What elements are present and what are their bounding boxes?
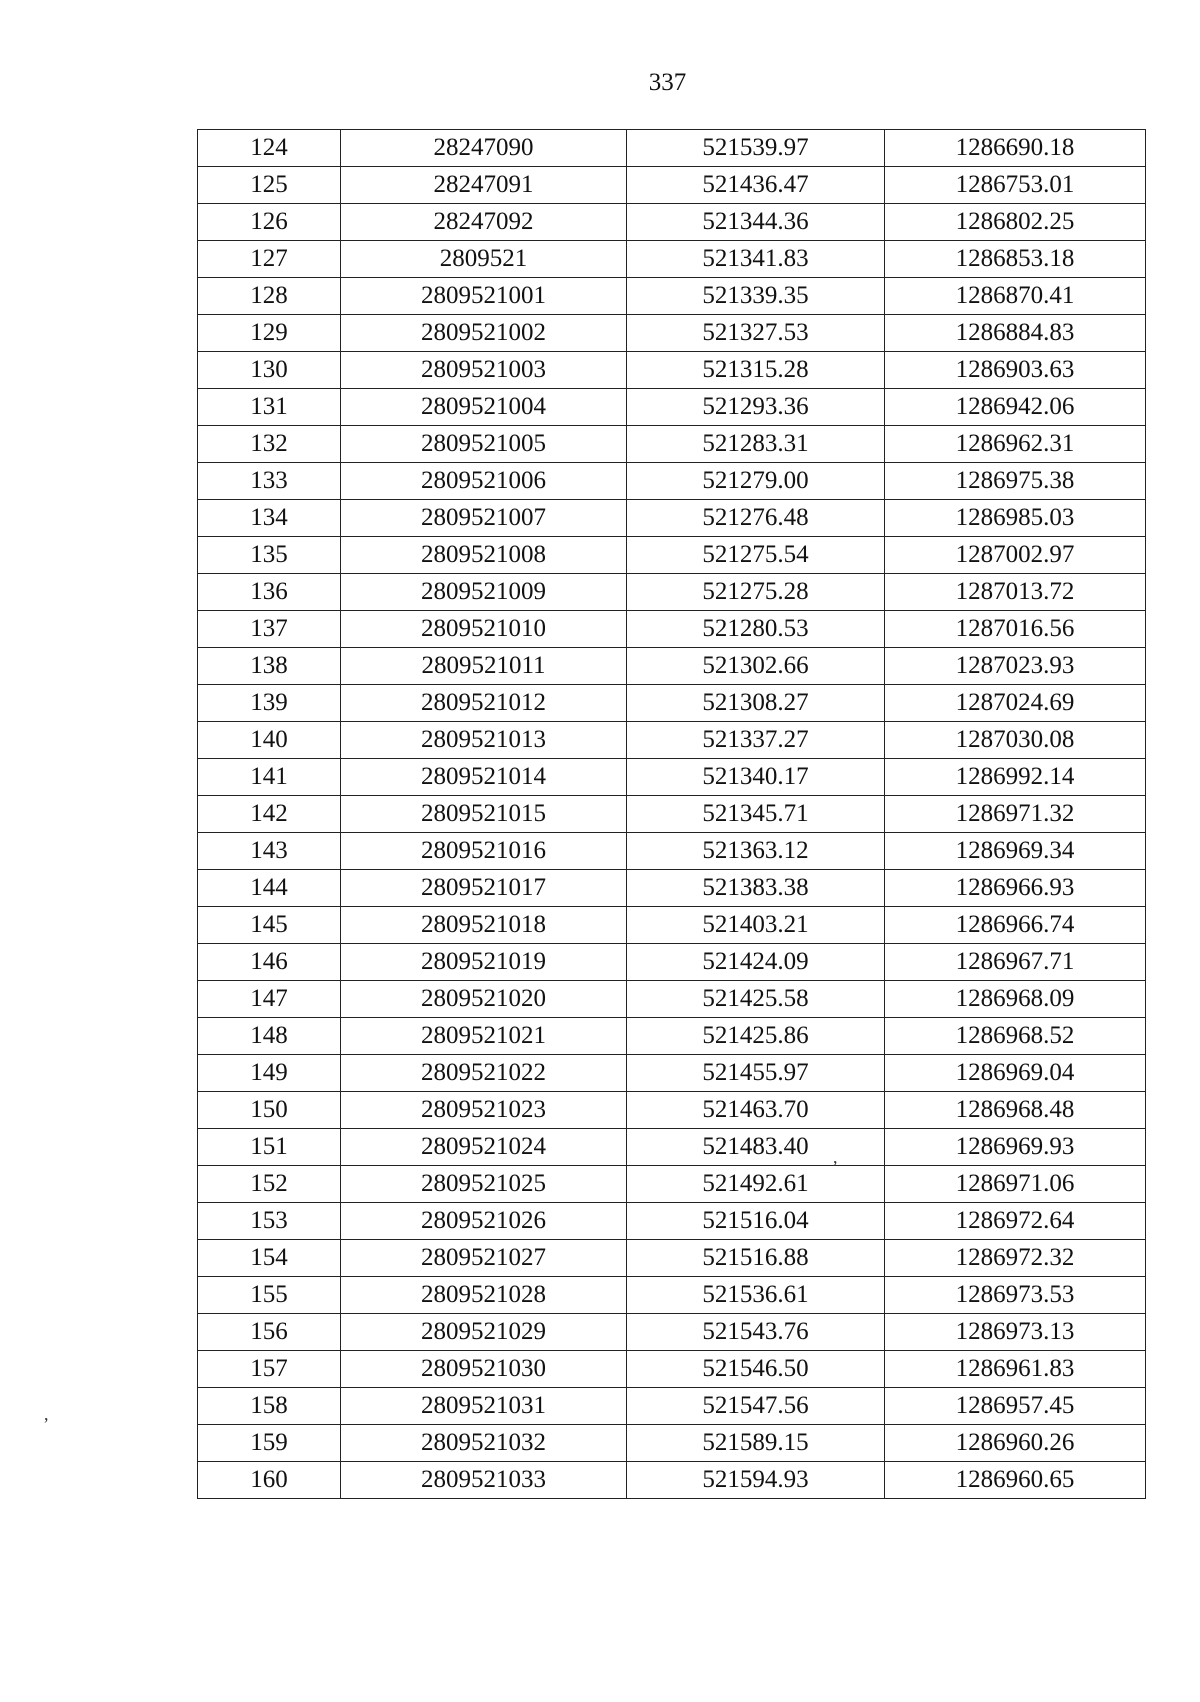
x-coordinate-cell: 521293.36 xyxy=(627,389,885,426)
x-coordinate-cell: 521543.76 xyxy=(627,1314,885,1351)
table-row xyxy=(198,722,1146,759)
x-coordinate-cell: 521279.00 xyxy=(627,463,885,500)
row-number-cell: 143 xyxy=(198,833,341,870)
row-number-cell: 124 xyxy=(198,130,341,167)
point-id-cell: 2809521008 xyxy=(341,537,627,574)
row-number-cell: 151 xyxy=(198,1129,341,1166)
y-coordinate-cell: 1286966.74 xyxy=(885,907,1146,944)
row-number-cell: 147 xyxy=(198,981,341,1018)
row-number-cell: 127 xyxy=(198,241,341,278)
table-row xyxy=(198,204,1146,241)
x-coordinate-cell: 521483.40 xyxy=(627,1129,885,1166)
table-row xyxy=(198,1092,1146,1129)
row-number-cell: 145 xyxy=(198,907,341,944)
row-number-cell: 158 xyxy=(198,1388,341,1425)
row-number-cell: 139 xyxy=(198,685,341,722)
row-number-cell: 156 xyxy=(198,1314,341,1351)
y-coordinate-cell: 1286972.32 xyxy=(885,1240,1146,1277)
x-coordinate-cell: 521425.58 xyxy=(627,981,885,1018)
table-row xyxy=(198,241,1146,278)
x-coordinate-cell: 521539.97 xyxy=(627,130,885,167)
x-coordinate-cell: 521492.61 xyxy=(627,1166,885,1203)
y-coordinate-cell: 1286973.13 xyxy=(885,1314,1146,1351)
table-row xyxy=(198,1388,1146,1425)
row-number-cell: 160 xyxy=(198,1462,341,1499)
y-coordinate-cell: 1286961.83 xyxy=(885,1351,1146,1388)
x-coordinate-cell: 521424.09 xyxy=(627,944,885,981)
table-row xyxy=(198,796,1146,833)
x-coordinate-cell: 521594.93 xyxy=(627,1462,885,1499)
row-number-cell: 129 xyxy=(198,315,341,352)
table-row xyxy=(198,278,1146,315)
x-coordinate-cell: 521337.27 xyxy=(627,722,885,759)
point-id-cell: 2809521003 xyxy=(341,352,627,389)
table-row xyxy=(198,167,1146,204)
point-id-cell: 2809521025 xyxy=(341,1166,627,1203)
row-number-cell: 146 xyxy=(198,944,341,981)
table-row xyxy=(198,759,1146,796)
y-coordinate-cell: 1286969.34 xyxy=(885,833,1146,870)
table-row xyxy=(198,1277,1146,1314)
point-id-cell: 28247092 xyxy=(341,204,627,241)
y-coordinate-cell: 1286870.41 xyxy=(885,278,1146,315)
row-number-cell: 131 xyxy=(198,389,341,426)
row-number-cell: 153 xyxy=(198,1203,341,1240)
row-number-cell: 133 xyxy=(198,463,341,500)
table-row xyxy=(198,1314,1146,1351)
y-coordinate-cell: 1286985.03 xyxy=(885,500,1146,537)
x-coordinate-cell: 521283.31 xyxy=(627,426,885,463)
row-number-cell: 148 xyxy=(198,1018,341,1055)
point-id-cell: 2809521022 xyxy=(341,1055,627,1092)
x-coordinate-cell: 521589.15 xyxy=(627,1425,885,1462)
y-coordinate-cell: 1286992.14 xyxy=(885,759,1146,796)
y-coordinate-cell: 1286975.38 xyxy=(885,463,1146,500)
table-row xyxy=(198,426,1146,463)
row-number-cell: 125 xyxy=(198,167,341,204)
y-coordinate-cell: 1286972.64 xyxy=(885,1203,1146,1240)
table-row xyxy=(198,870,1146,907)
x-coordinate-cell: 521308.27 xyxy=(627,685,885,722)
y-coordinate-cell: 1287002.97 xyxy=(885,537,1146,574)
point-id-cell: 2809521024 xyxy=(341,1129,627,1166)
point-id-cell: 2809521026 xyxy=(341,1203,627,1240)
row-number-cell: 150 xyxy=(198,1092,341,1129)
table-row xyxy=(198,648,1146,685)
row-number-cell: 152 xyxy=(198,1166,341,1203)
y-coordinate-cell: 1286968.52 xyxy=(885,1018,1146,1055)
point-id-cell: 2809521013 xyxy=(341,722,627,759)
x-coordinate-cell: 521302.66 xyxy=(627,648,885,685)
x-coordinate-cell: 521383.38 xyxy=(627,870,885,907)
point-id-cell: 2809521012 xyxy=(341,685,627,722)
y-coordinate-cell: 1286942.06 xyxy=(885,389,1146,426)
x-coordinate-cell: 521315.28 xyxy=(627,352,885,389)
table-row xyxy=(198,981,1146,1018)
point-id-cell: 2809521028 xyxy=(341,1277,627,1314)
y-coordinate-cell: 1286960.26 xyxy=(885,1425,1146,1462)
row-number-cell: 130 xyxy=(198,352,341,389)
table-row xyxy=(198,1351,1146,1388)
y-coordinate-cell: 1286967.71 xyxy=(885,944,1146,981)
x-coordinate-cell: 521275.28 xyxy=(627,574,885,611)
table-row xyxy=(198,1018,1146,1055)
row-number-cell: 128 xyxy=(198,278,341,315)
x-coordinate-cell: 521276.48 xyxy=(627,500,885,537)
x-coordinate-cell: 521536.61 xyxy=(627,1277,885,1314)
point-id-cell: 2809521002 xyxy=(341,315,627,352)
x-coordinate-cell: 521275.54 xyxy=(627,537,885,574)
x-coordinate-cell: 521340.17 xyxy=(627,759,885,796)
point-id-cell: 2809521007 xyxy=(341,500,627,537)
y-coordinate-cell: 1286853.18 xyxy=(885,241,1146,278)
x-coordinate-cell: 521425.86 xyxy=(627,1018,885,1055)
point-id-cell: 2809521018 xyxy=(341,907,627,944)
point-id-cell: 2809521027 xyxy=(341,1240,627,1277)
point-id-cell: 2809521014 xyxy=(341,759,627,796)
table-body xyxy=(198,130,1146,1499)
y-coordinate-cell: 1286960.65 xyxy=(885,1462,1146,1499)
y-coordinate-cell: 1286969.04 xyxy=(885,1055,1146,1092)
point-id-cell: 2809521030 xyxy=(341,1351,627,1388)
y-coordinate-cell: 1286973.53 xyxy=(885,1277,1146,1314)
y-coordinate-cell: 1286690.18 xyxy=(885,130,1146,167)
table-row xyxy=(198,944,1146,981)
y-coordinate-cell: 1286968.09 xyxy=(885,981,1146,1018)
point-id-cell: 2809521 xyxy=(341,241,627,278)
row-number-cell: 157 xyxy=(198,1351,341,1388)
y-coordinate-cell: 1286884.83 xyxy=(885,315,1146,352)
row-number-cell: 159 xyxy=(198,1425,341,1462)
row-number-cell: 126 xyxy=(198,204,341,241)
y-coordinate-cell: 1287013.72 xyxy=(885,574,1146,611)
table-row xyxy=(198,315,1146,352)
x-coordinate-cell: 521339.35 xyxy=(627,278,885,315)
x-coordinate-cell: 521341.83 xyxy=(627,241,885,278)
y-coordinate-cell: 1286962.31 xyxy=(885,426,1146,463)
point-id-cell: 2809521016 xyxy=(341,833,627,870)
row-number-cell: 136 xyxy=(198,574,341,611)
x-coordinate-cell: 521403.21 xyxy=(627,907,885,944)
point-id-cell: 2809521015 xyxy=(341,796,627,833)
x-coordinate-cell: 521516.88 xyxy=(627,1240,885,1277)
point-id-cell: 2809521017 xyxy=(341,870,627,907)
point-id-cell: 2809521020 xyxy=(341,981,627,1018)
table-row xyxy=(198,537,1146,574)
point-id-cell: 2809521033 xyxy=(341,1462,627,1499)
point-id-cell: 2809521019 xyxy=(341,944,627,981)
table-row xyxy=(198,574,1146,611)
table-row xyxy=(198,1203,1146,1240)
y-coordinate-cell: 1286753.01 xyxy=(885,167,1146,204)
x-coordinate-cell: 521363.12 xyxy=(627,833,885,870)
y-coordinate-cell: 1286971.32 xyxy=(885,796,1146,833)
table-row xyxy=(198,463,1146,500)
x-coordinate-cell: 521455.97 xyxy=(627,1055,885,1092)
table-row xyxy=(198,685,1146,722)
point-id-cell: 2809521032 xyxy=(341,1425,627,1462)
y-coordinate-cell: 1287030.08 xyxy=(885,722,1146,759)
scan-mark: , xyxy=(44,1404,49,1424)
point-id-cell: 2809521004 xyxy=(341,389,627,426)
point-id-cell: 2809521029 xyxy=(341,1314,627,1351)
table-row xyxy=(198,500,1146,537)
table-row xyxy=(198,907,1146,944)
point-id-cell: 2809521021 xyxy=(341,1018,627,1055)
y-coordinate-cell: 1287016.56 xyxy=(885,611,1146,648)
point-id-cell: 2809521031 xyxy=(341,1388,627,1425)
x-coordinate-cell: 521345.71 xyxy=(627,796,885,833)
row-number-cell: 149 xyxy=(198,1055,341,1092)
point-id-cell: 2809521011 xyxy=(341,648,627,685)
x-coordinate-cell: 521436.47 xyxy=(627,167,885,204)
table-row xyxy=(198,611,1146,648)
scan-mark: , xyxy=(833,1147,838,1167)
y-coordinate-cell: 1286971.06 xyxy=(885,1166,1146,1203)
x-coordinate-cell: 521463.70 xyxy=(627,1092,885,1129)
row-number-cell: 140 xyxy=(198,722,341,759)
point-id-cell: 2809521006 xyxy=(341,463,627,500)
table-row xyxy=(198,1425,1146,1462)
table-row xyxy=(198,1055,1146,1092)
table-row xyxy=(198,352,1146,389)
x-coordinate-cell: 521547.56 xyxy=(627,1388,885,1425)
row-number-cell: 134 xyxy=(198,500,341,537)
row-number-cell: 154 xyxy=(198,1240,341,1277)
point-id-cell: 28247091 xyxy=(341,167,627,204)
row-number-cell: 137 xyxy=(198,611,341,648)
row-number-cell: 132 xyxy=(198,426,341,463)
y-coordinate-cell: 1286957.45 xyxy=(885,1388,1146,1425)
point-id-cell: 2809521010 xyxy=(341,611,627,648)
table-row xyxy=(198,389,1146,426)
table-row xyxy=(198,833,1146,870)
y-coordinate-cell: 1286802.25 xyxy=(885,204,1146,241)
coordinate-table xyxy=(197,129,1146,1499)
point-id-cell: 2809521005 xyxy=(341,426,627,463)
y-coordinate-cell: 1287023.93 xyxy=(885,648,1146,685)
x-coordinate-cell: 521327.53 xyxy=(627,315,885,352)
x-coordinate-cell: 521344.36 xyxy=(627,204,885,241)
table-row xyxy=(198,1240,1146,1277)
row-number-cell: 141 xyxy=(198,759,341,796)
y-coordinate-cell: 1286968.48 xyxy=(885,1092,1146,1129)
x-coordinate-cell: 521546.50 xyxy=(627,1351,885,1388)
row-number-cell: 155 xyxy=(198,1277,341,1314)
point-id-cell: 28247090 xyxy=(341,130,627,167)
y-coordinate-cell: 1286969.93 xyxy=(885,1129,1146,1166)
row-number-cell: 144 xyxy=(198,870,341,907)
table-row xyxy=(198,1166,1146,1203)
row-number-cell: 135 xyxy=(198,537,341,574)
x-coordinate-cell: 521516.04 xyxy=(627,1203,885,1240)
page-number: 337 xyxy=(648,69,687,96)
y-coordinate-cell: 1287024.69 xyxy=(885,685,1146,722)
y-coordinate-cell: 1286966.93 xyxy=(885,870,1146,907)
row-number-cell: 138 xyxy=(198,648,341,685)
y-coordinate-cell: 1286903.63 xyxy=(885,352,1146,389)
point-id-cell: 2809521023 xyxy=(341,1092,627,1129)
point-id-cell: 2809521009 xyxy=(341,574,627,611)
x-coordinate-cell: 521280.53 xyxy=(627,611,885,648)
table-row xyxy=(198,1462,1146,1499)
table-row xyxy=(198,130,1146,167)
point-id-cell: 2809521001 xyxy=(341,278,627,315)
table-row xyxy=(198,1129,1146,1166)
row-number-cell: 142 xyxy=(198,796,341,833)
